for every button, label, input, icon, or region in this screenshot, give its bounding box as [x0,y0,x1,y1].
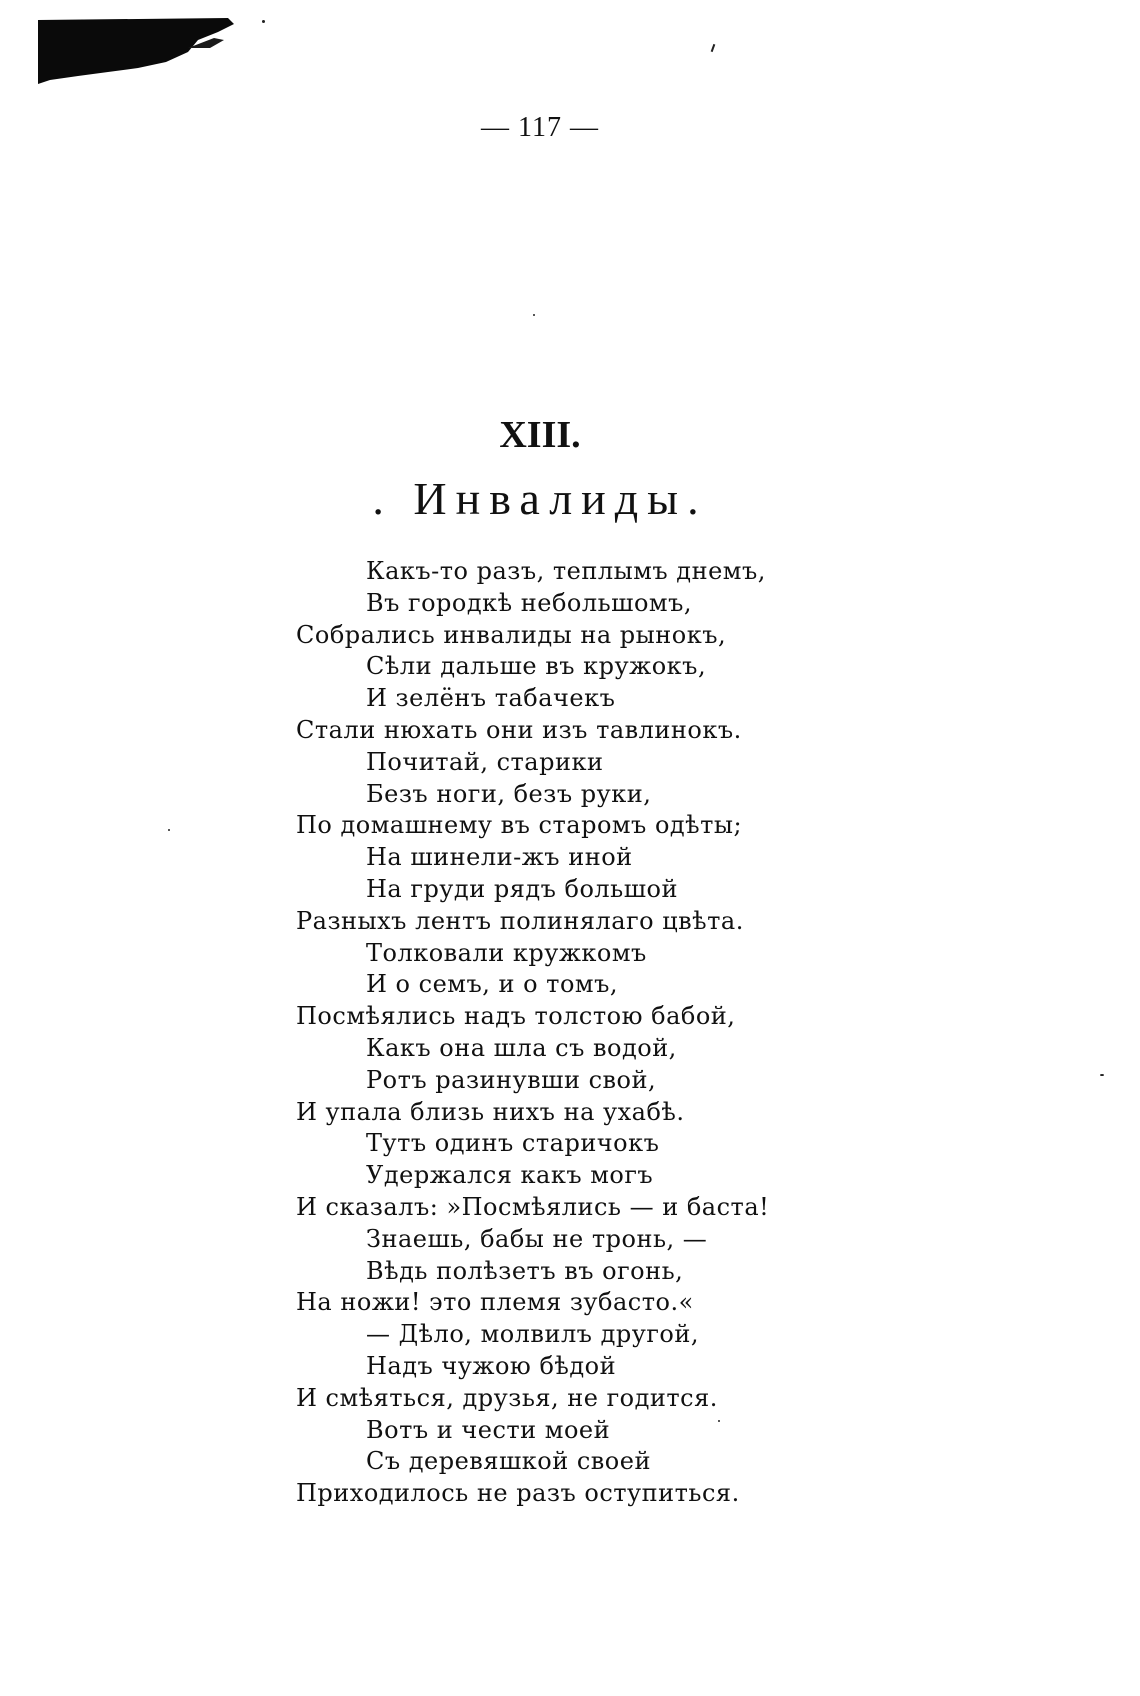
poem-line: И зелёнъ табачекъ [366,684,616,713]
poem-line: И сказалъ: »Посмѣялись — и баста! [296,1192,770,1221]
poem-line: Какъ она шла съ водой, [366,1033,677,1062]
poem-line: Надъ чужою бѣдой [366,1351,617,1380]
poem-line: Тутъ одинъ старичокъ [366,1129,660,1158]
poem-line: Знаешь, бабы не тронь, — [366,1224,708,1253]
scan-speck [168,829,170,831]
scan-speck [262,20,265,23]
chapter-number: XIII. [499,414,581,456]
poem-line: На груди рядъ большой [366,874,678,903]
scan-speck [1100,1074,1104,1076]
poem-line: И о семъ, и о томъ, [366,970,618,999]
scan-speck [711,44,716,52]
poem-line: Разныхъ лентъ полинялаго цвѣта. [296,906,744,935]
poem-line: На ножи! это племя зубасто.« [296,1288,694,1317]
poem-line: Въ городкѣ небольшомъ, [366,588,692,617]
poem-line: И упала близь нихъ на ухабѣ. [296,1097,685,1126]
poem-line: Сѣли дальше въ кружокъ, [366,652,707,681]
scan-speck [533,314,535,316]
poem-line: На шинели-жъ иной [366,843,633,872]
poem-title: . Инвалиды. [372,473,708,524]
page-number: — 117 — [481,112,599,143]
poem-line: — Дѣло, молвилъ другой, [366,1320,699,1349]
poem-line: Почитай, старики [366,747,604,776]
poem-line: Какъ-то разъ, теплымъ днемъ, [366,557,766,585]
poem-line: Ротъ разинувши свой, [366,1065,657,1094]
poem-line: Вотъ и чести моей [366,1415,611,1444]
poem-line: Стали нюхать они изъ тавлинокъ. [296,715,742,744]
poem-line: Удержался какъ могъ [366,1161,654,1190]
poem-line: Съ деревяшкой своей [366,1447,651,1476]
poem-line: Безъ ноги, безъ руки, [366,779,652,808]
poem-line: По домашнему въ старомъ одѣты; [296,811,743,840]
ink-blot [38,18,248,84]
poem-body [296,556,856,1510]
poem-line: И смѣяться, друзья, не годится. [296,1383,718,1412]
poem-line: Посмѣялись надъ толстою бабой, [296,1002,736,1031]
poem-line: Приходилось не разъ оступиться. [296,1479,740,1508]
poem-line: Собрались инвалиды на рынокъ, [296,620,727,649]
poem-line: Толковали кружкомъ [366,938,647,967]
poem-line: Вѣдь полѣзетъ въ огонь, [366,1256,684,1285]
